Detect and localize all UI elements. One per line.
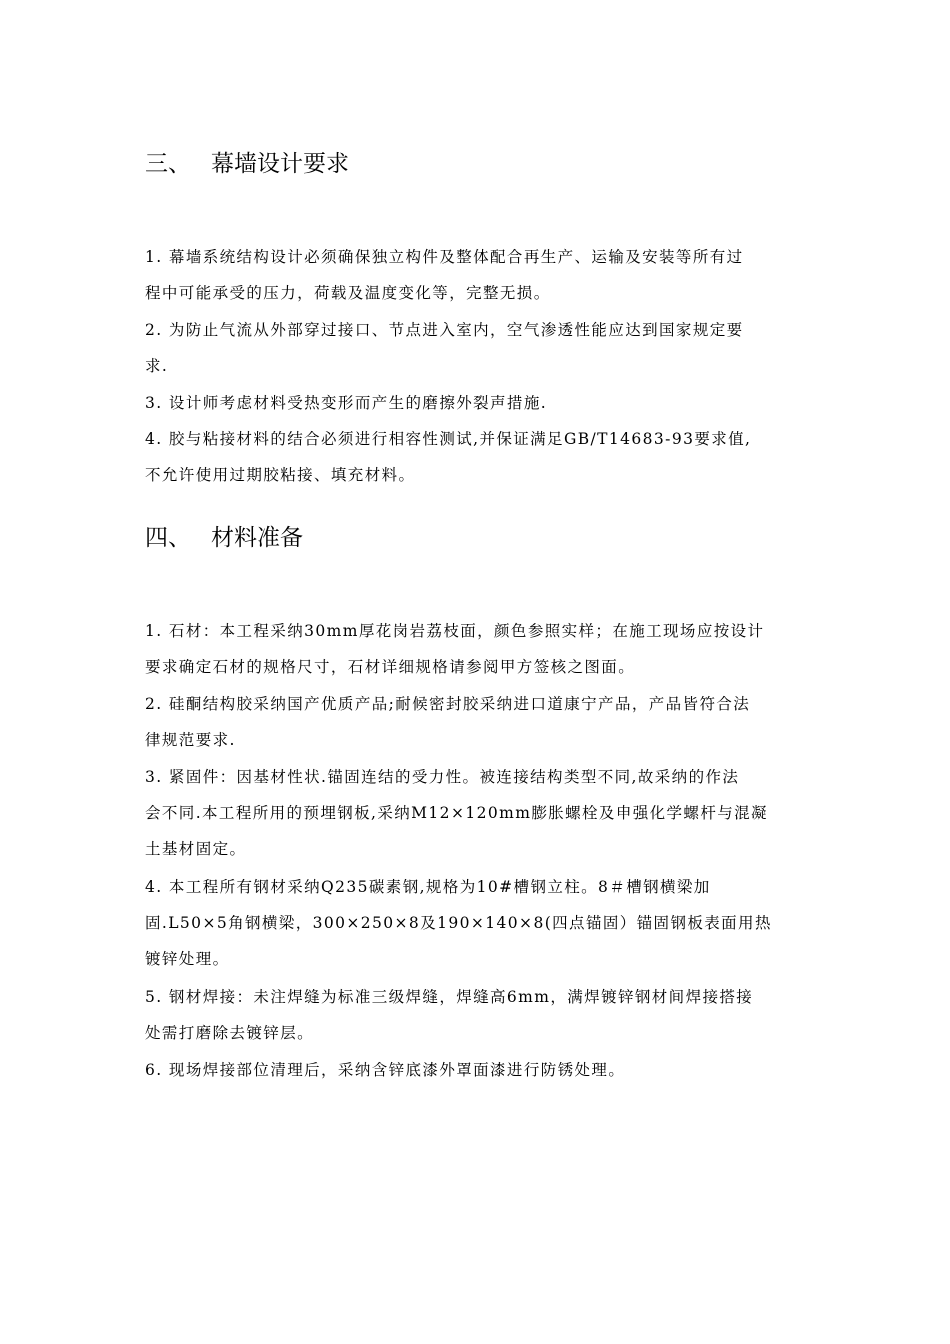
section-number: 三、 bbox=[145, 151, 191, 177]
paragraph-line: 2. 硅酮结构胶采纳国产优质产品;耐候密封胶采纳进口道康宁产品，产品皆符合法 bbox=[145, 695, 751, 713]
section-title: 幕墙设计要求 bbox=[211, 151, 349, 177]
list-item bbox=[145, 312, 865, 384]
paragraph-line: 4. 胶与粘接材料的结合必须进行相容性测试,并保证满足GB/T14683-93要求值, bbox=[145, 430, 752, 448]
paragraph-line: 处需打磨除去镀锌层。 bbox=[145, 1024, 315, 1042]
section-title: 材料准备 bbox=[211, 525, 303, 551]
paragraph-line: 1. 幕墙系统结构设计必须确保独立构件及整体配合再生产、运输及安装等所有过 bbox=[145, 248, 744, 266]
paragraph-line: 不允许使用过期胶粘接、填充材料。 bbox=[145, 466, 416, 484]
paragraph-line: 4. 本工程所有钢材采纳Q235碳素钢,规格为10#槽钢立柱。8＃槽钢横梁加 bbox=[145, 878, 711, 896]
section-heading bbox=[145, 149, 349, 179]
list-item bbox=[145, 239, 865, 311]
list-item bbox=[145, 1052, 865, 1088]
list-item bbox=[145, 759, 865, 867]
paragraph-line: 6. 现场焊接部位清理后，采纳含锌底漆外罩面漆进行防锈处理。 bbox=[145, 1061, 626, 1079]
paragraph-line: 求. bbox=[145, 357, 169, 375]
paragraph-line: 5. 钢材焊接：未注焊缝为标准三级焊缝，焊缝高6mm，满焊镀锌钢材间焊接搭接 bbox=[145, 988, 754, 1006]
paragraph-line: 3. 设计师考虑材料受热变形而产生的磨擦外裂声措施. bbox=[145, 394, 548, 412]
paragraph-line: 镀锌处理。 bbox=[145, 950, 230, 968]
section-number: 四、 bbox=[145, 525, 191, 551]
section-heading bbox=[145, 523, 303, 553]
list-item bbox=[145, 979, 865, 1051]
paragraph-line: 要求确定石材的规格尺寸，石材详细规格请参阅甲方签核之图面。 bbox=[145, 658, 636, 676]
paragraph-line: 律规范要求. bbox=[145, 731, 236, 749]
paragraph-line: 1. 石材：本工程采纳30mm厚花岗岩荔枝面，颜色参照实样；在施工现场应按设计 bbox=[145, 622, 765, 640]
paragraph-line: 会不同.本工程所用的预埋钢板,采纳M12×120mm膨胀螺栓及申强化学螺杆与混凝 bbox=[145, 804, 768, 822]
list-item bbox=[145, 869, 865, 977]
list-item bbox=[145, 613, 865, 685]
paragraph-line: 程中可能承受的压力，荷载及温度变化等，完整无损。 bbox=[145, 284, 551, 302]
paragraph-line: 固.L50×5角钢横梁，300×250×8及190×140×8(四点锚固）锚固钢板表面用热 bbox=[145, 914, 772, 932]
list-item bbox=[145, 421, 865, 493]
list-item bbox=[145, 686, 865, 758]
paragraph-line: 土基材固定。 bbox=[145, 840, 247, 858]
list-item bbox=[145, 385, 865, 421]
paragraph-line: 2. 为防止气流从外部穿过接口、节点进入室内，空气渗透性能应达到国家规定要 bbox=[145, 321, 744, 339]
paragraph-line: 3. 紧固件：因基材性状.锚固连结的受力性。被连接结构类型不同,故采纳的作法 bbox=[145, 768, 740, 786]
